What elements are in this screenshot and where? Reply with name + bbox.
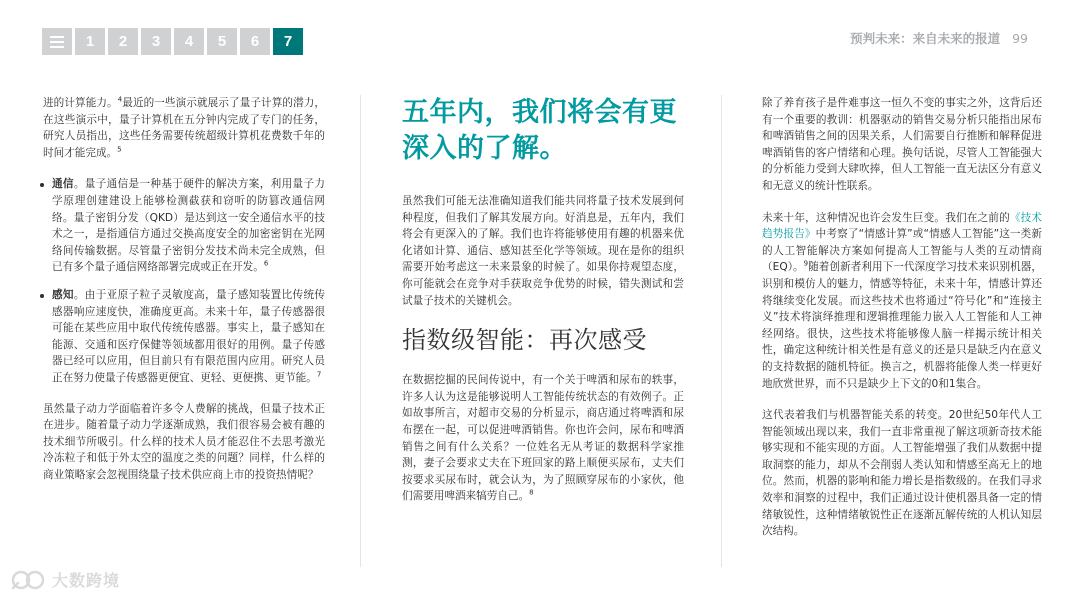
column-1 bbox=[43, 95, 325, 498]
running-title: 预判未来：来自未来的报道 bbox=[850, 31, 1001, 46]
bullet-term: 通信 bbox=[52, 178, 74, 191]
body-paragraph: 这代表着我们与机器智能关系的转变。20世纪50年代人工智能领域出现以来，我们一直非常重视了解这项新奇技术能够实现和不能实现的方面。人工智能增强了我们从数据中提取洞察的能力，却从不会削弱人类认知和情感至高无上的地位。然而，机器的影响和能力增长是指数级的。在我们寻求效率和洞察的过程中，我们正通过设计使机器具备一定的情绪敏锐性，这种情绪敏锐性正在逐渐瓦解传统的人机认知层次结构。 bbox=[762, 409, 1042, 538]
footnote-ref[interactable]: 7 bbox=[316, 370, 322, 379]
watermark-logo-icon bbox=[10, 569, 46, 591]
chapter-nav bbox=[42, 28, 303, 55]
chapter-tab-7[interactable]: 7 bbox=[273, 28, 303, 55]
footnote-ref[interactable]: 4 bbox=[117, 95, 123, 104]
column-divider bbox=[360, 95, 361, 567]
chapter-tab-5[interactable]: 5 bbox=[207, 28, 237, 55]
watermark-text: 大数跨境 bbox=[52, 571, 121, 590]
column-2 bbox=[402, 95, 684, 520]
footnote-ref[interactable]: 8 bbox=[529, 488, 534, 497]
closing-paragraph: 虽然量子动力学面临着许多令人费解的挑战，但量子技术正在进步。随着量子动力学逐渐成熟，我们很容易会被有趣的技术细节所吸引。什么样的技术人员才能忍住不去思考激光冷冻粒子和低于外太空的温度之类的问题？同样，什么样的商业策略家会忽视围绕量子技术供应商上市的投资热情呢？ bbox=[43, 402, 325, 481]
column-divider bbox=[721, 95, 722, 567]
body-paragraph: 未来十年，这种情况也许会发生巨变。我们在之前的《技术趋势报告》中考察了“情感计算”或“情感人工智能”这一类新的人工智能解决方案如何提高人工智能与人类的互动情商（EQ）。$^9$随着创新者利用下一代深度学习技术来识别机器，识别和模仿人的魅力，情感等特征，未来十年，情感计算还将继续变化发展。而这些技术也将通过“符号化”和“连接主义”技术将演绎推理和逻辑推理能力嵌入人工智能和人工神经网络。很快，这些技术将能够像人脑一样揭示统计相关性，确定这种统计相关性是有意义的还是只是缺乏内在意义的支持数据的随机特征。换言之，机器将能像人类一样更好地欣赏世界，而不只是缺少上下文的0和1集合。 bbox=[762, 211, 1043, 390]
menu-button[interactable] bbox=[42, 28, 72, 55]
chapter-tab-4[interactable]: 4 bbox=[174, 28, 204, 55]
chapter-tab-1[interactable]: 1 bbox=[75, 28, 105, 55]
hamburger-icon bbox=[50, 36, 64, 48]
section-heading: 指数级智能：再次感受 bbox=[402, 326, 647, 355]
chapter-tab-6[interactable]: 6 bbox=[240, 28, 270, 55]
body-paragraph: 在数据挖掘的民间传说中，有一个关于啤酒和尿布的轶事，许多人认为这是能够说明人工智能传统状态的有效例子。正如故事所言，对超市交易的分析显示，商店通过将啤酒和尿布摆在一起，可以促进啤酒销售。你也许会问，尿布和啤酒销售之间有什么关系？一位姓名无从考证的数据科学家推测，妻子会要求丈夫在下班回家的路上顺便买尿布，丈夫们按要求买尿布时，就会认为，为了照顾穿尿布的小家伙，他们需要用啤酒来犒劳自己。$^8$ bbox=[402, 374, 684, 503]
watermark bbox=[10, 568, 120, 591]
pull-quote: 五年内，我们将会有更深入的了解。 bbox=[402, 97, 677, 164]
running-header bbox=[850, 29, 1028, 47]
chapter-tab-2[interactable]: 2 bbox=[108, 28, 138, 55]
body-paragraph: 虽然我们可能无法准确知道我们能共同将量子技术发展到何种程度，但我们了解其发展方向。好消息是，五年内，我们将会有更深入的了解。我们也许将能够使用有趣的机器来优化诸如计算、通信、感知甚至化学等领域。现在是你的组织需要开始考虑这一未来景象的时候了。如果你持观望态度，你可能就会在竞争对手获取竞争优势的时候，错失测试和尝试量子技术的关键机会。 bbox=[402, 195, 684, 307]
footnote-ref[interactable]: 6 bbox=[263, 259, 269, 268]
bullet-term: 感知 bbox=[52, 288, 74, 301]
page-number: 99 bbox=[1012, 31, 1028, 46]
chapter-tab-3[interactable]: 3 bbox=[141, 28, 171, 55]
tech-trends-report-link[interactable]: 《技术趋势报告》 bbox=[762, 211, 1043, 241]
body-paragraph: 除了养育孩子是件难事这一恒久不变的事实之外，这背后还有一个重要的教训：机器驱动的销售交易分析只能指出尿布和啤酒销售之间的因果关系，人们需要自行推断和解释促进啤酒销售的客户情绪和心理。换句话说，尽管人工智能强大的分析能力受到大肆吹捧，但人工智能一直无法区分有意义和无意义的统计性联系。 bbox=[762, 97, 1042, 192]
footnote-ref[interactable]: 5 bbox=[117, 145, 122, 154]
column-3 bbox=[762, 95, 1042, 555]
footnote-ref[interactable]: 9 bbox=[803, 259, 809, 268]
bullet-sensing: 感知。由于亚原子粒子灵敏度高，量子感知装置比传统传感器响应速度快，准确度更高。未来十年，量子传感器很可能在某些应用中取代传统传感器。事实上，量子感知在能源、交通和医疗保健等领域都用很好的用例。量子传感器已经可以应用，但目前只有有限范围内应用。研究人员正在努力使量子传感器更便宜、更轻、更便携、更节能。$^7$ bbox=[43, 287, 325, 387]
bullet-communication: 通信。量子通信是一种基于硬件的解决方案，利用量子力学原理创建建设上能够检测截获和窃听的防篡改通信网络。量子密钥分发（QKD）是达到这一安全通信水平的技术之一，是指通信方通过交换高度安全的加密密钥在光网络间传输数据。尽管量子密钥分发技术尚未完全成熟，但已有多个量子通信网络部署完成或正在开发。$^6$ bbox=[43, 176, 325, 276]
intro-paragraph: 进的计算能力。$^4$最近的一些演示就展示了量子计算的潜力，在这些演示中，量子计算机在五分钟内完成了专门的任务，研究人员指出，这些任务需要传统超级计算机花费数千年的时间才能完成。$^5$ bbox=[43, 95, 326, 159]
